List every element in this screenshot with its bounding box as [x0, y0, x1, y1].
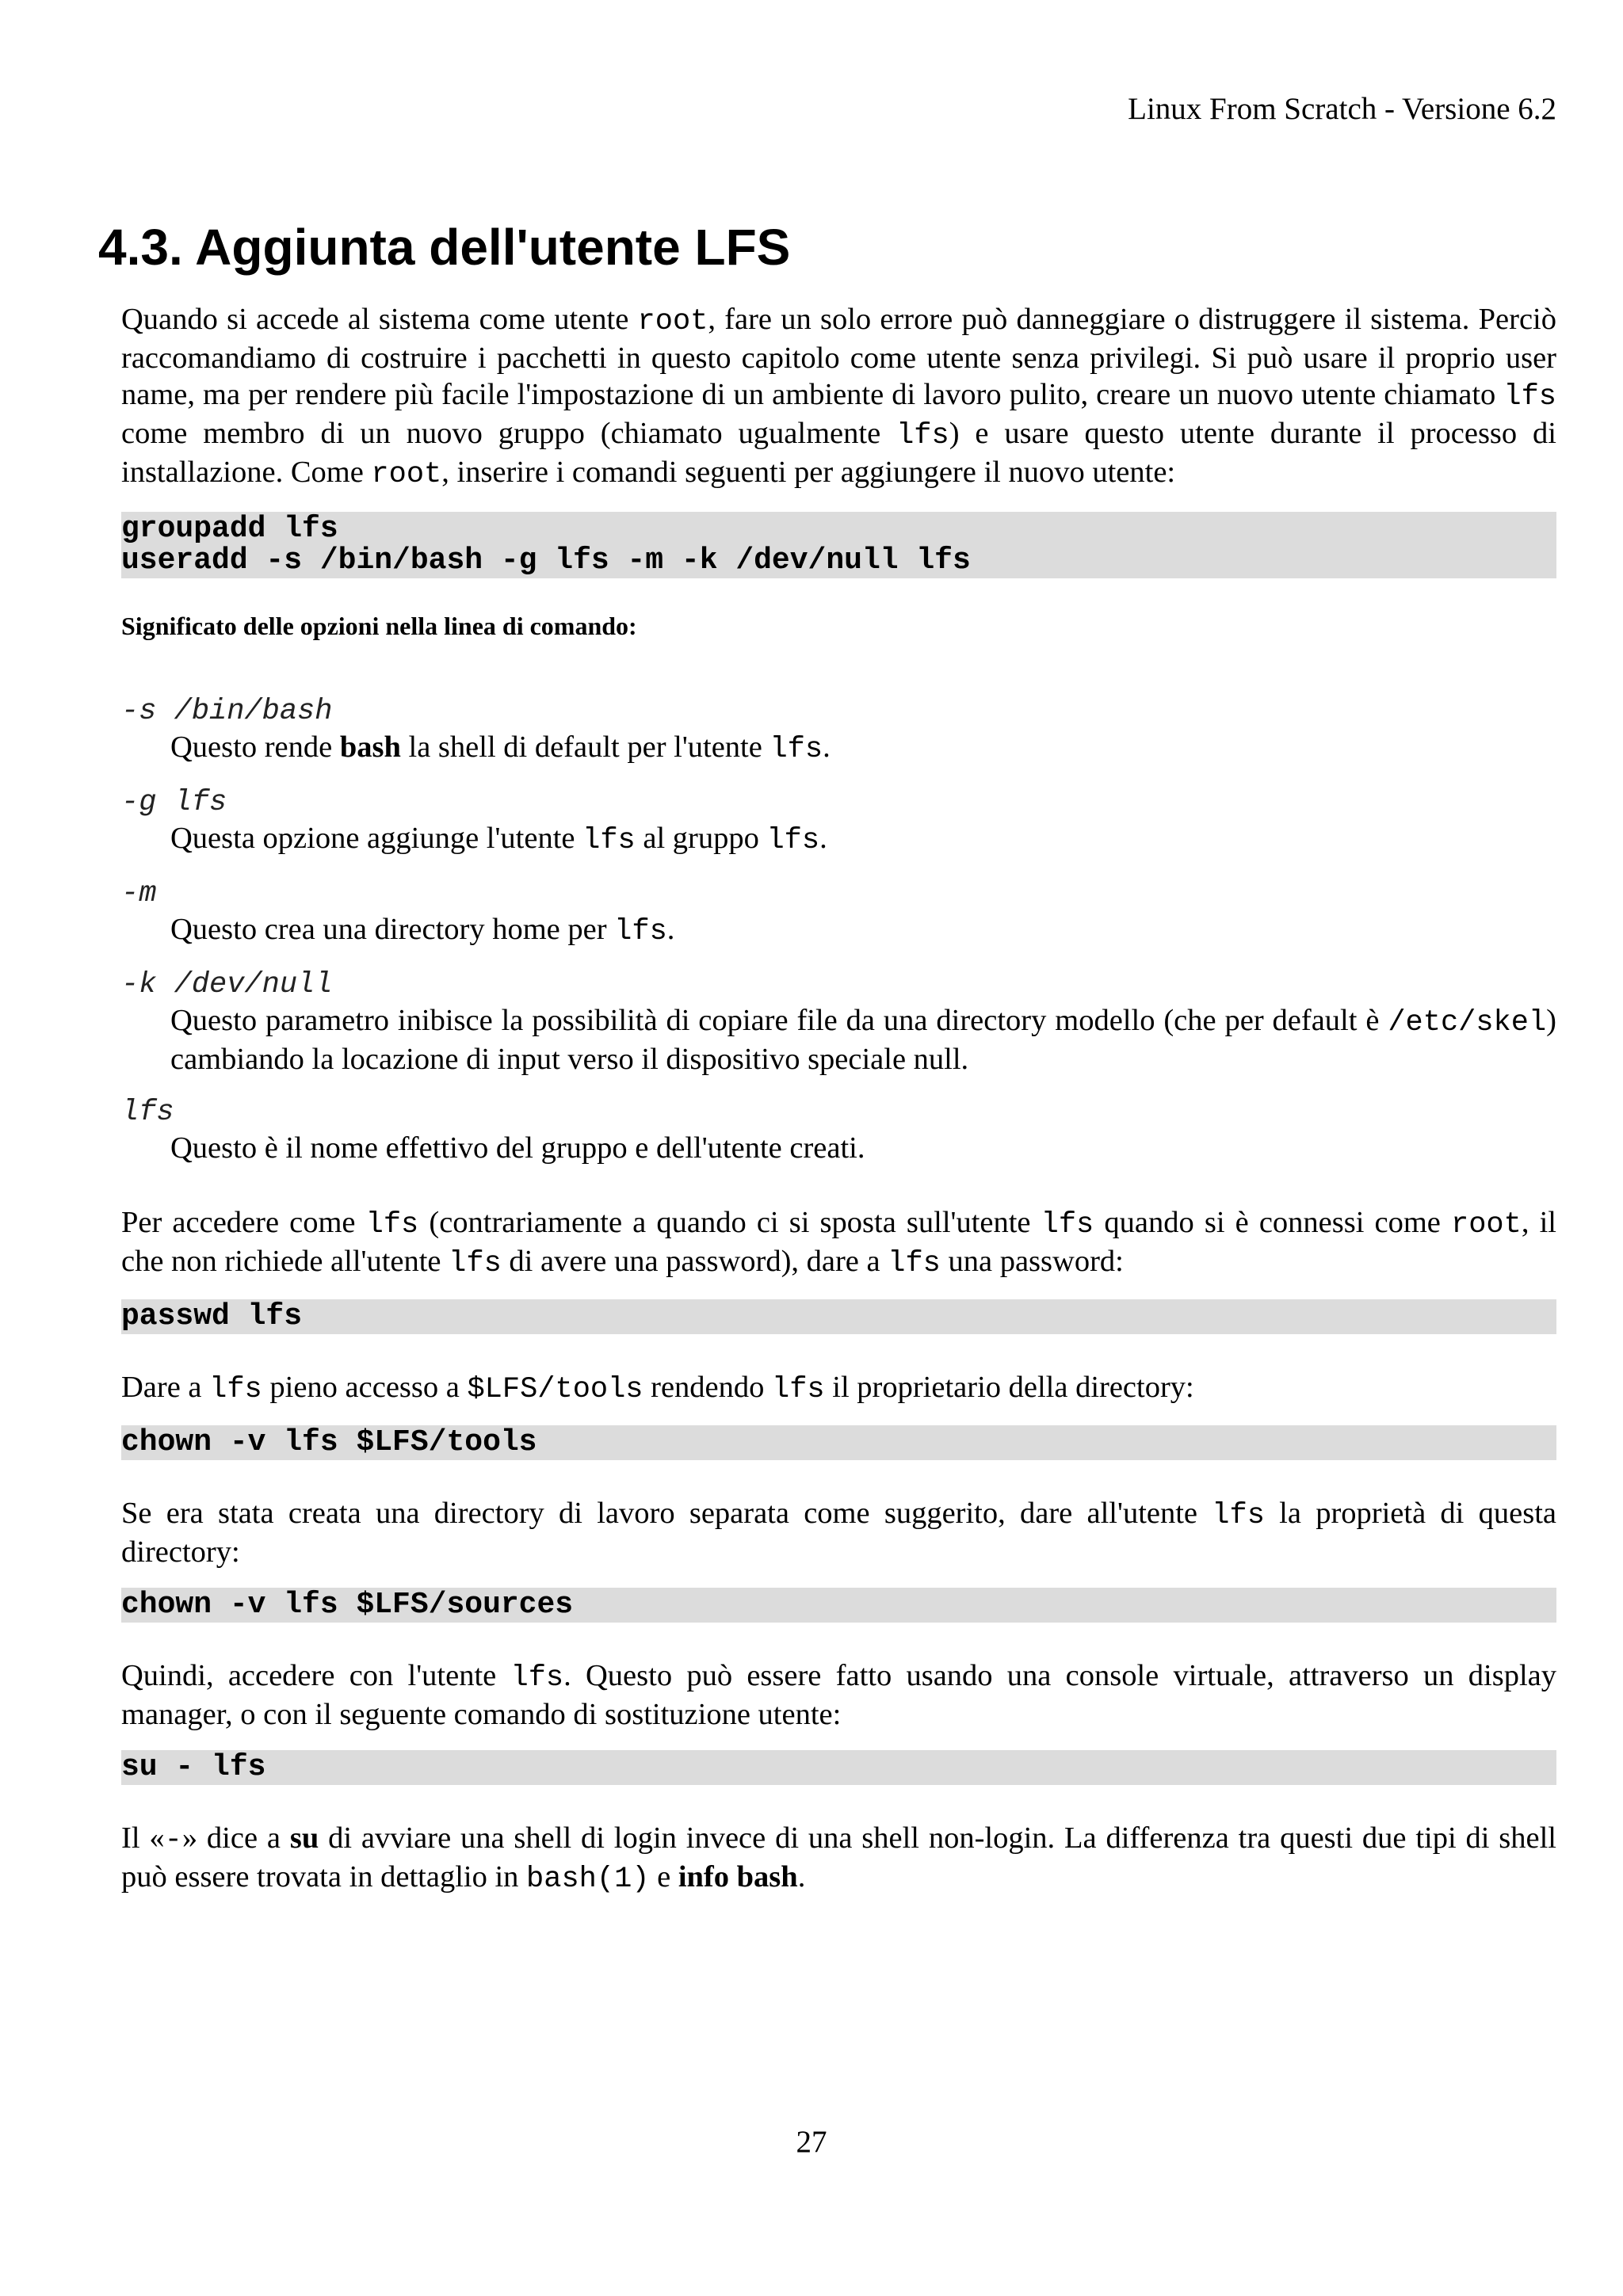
inline-code: root [1451, 1208, 1522, 1241]
command-block-passwd[interactable]: passwd lfs [121, 1299, 1556, 1334]
text: una password: [940, 1245, 1124, 1278]
text: . [666, 913, 675, 946]
text: rendendo [643, 1371, 773, 1404]
page-number: 27 [796, 2125, 827, 2159]
sources-paragraph [121, 1495, 1556, 1570]
inline-code: root [371, 458, 442, 491]
passwd-paragraph [121, 1204, 1556, 1282]
inline-code: lfs [896, 419, 949, 452]
text: quando si è connessi come [1094, 1206, 1452, 1239]
section-title: 4.3. Aggiunta dell'utente LFS [98, 219, 791, 276]
command-block-useradd[interactable] [121, 512, 1556, 578]
text: . [819, 822, 827, 855]
bold-command: bash [339, 730, 401, 764]
inline-code: lfs [769, 733, 823, 766]
text: Per accedere come [121, 1206, 366, 1239]
inline-code: lfs [614, 915, 667, 948]
inline-code: lfs [1212, 1499, 1265, 1532]
option-description [170, 911, 1556, 950]
inline-code: lfs [209, 1373, 262, 1406]
text: Questo rende [170, 730, 340, 764]
text: Quindi, accedere con l'utente [121, 1659, 511, 1692]
bold-command: su [289, 1821, 319, 1855]
text: Il « [121, 1821, 165, 1855]
text: , fare un solo errore può danneggiare o distruggere il sistema. Perciò raccomandiamo di costruire i pacchetti in questo capitolo come utente senza privilegi. Si può usare il proprio user name, ma per rendere più facile l'impostazione di un ambiente di lavoro pulito, creare un nuovo utente chiamato [121, 303, 1556, 411]
text: e [649, 1860, 678, 1894]
options-list [121, 694, 1556, 1166]
final-paragraph [121, 1820, 1556, 1897]
inline-code: lfs [772, 1373, 825, 1406]
command-block-chown-tools[interactable]: chown -v lfs $LFS/tools [121, 1425, 1556, 1460]
text: di avere una password), dare a [501, 1245, 888, 1278]
tools-paragraph [121, 1369, 1556, 1408]
text: Questo parametro inibisce la possibilità di copiare file da una directory modello (che per default è [170, 1004, 1388, 1037]
option-description [170, 1002, 1556, 1077]
text: . [823, 730, 831, 764]
running-header: Linux From Scratch - Versione 6.2 [1128, 92, 1556, 126]
intro-paragraph [121, 301, 1556, 493]
text: Questa opzione aggiunge l'utente [170, 822, 583, 855]
options-title: Significato delle opzioni nella linea di comando: [121, 612, 637, 640]
command-block-su[interactable]: su - lfs [121, 1750, 1556, 1785]
text: . [797, 1860, 806, 1894]
text: ) cambiando la locazione di input verso il dispositivo speciale null. [170, 1004, 1556, 1076]
text: » dice a [181, 1821, 290, 1855]
option-description [170, 1130, 1556, 1166]
inline-code: lfs [449, 1247, 502, 1280]
page-content [121, 301, 1556, 1897]
inline-code: lfs [888, 1247, 941, 1280]
inline-code: lfs [365, 1208, 419, 1241]
command-block-chown-sources[interactable]: chown -v lfs $LFS/sources [121, 1588, 1556, 1623]
inline-code: root [637, 305, 708, 338]
text: ) e usare questo utente durante il processo di installazione. Come [121, 417, 1556, 489]
login-paragraph [121, 1657, 1556, 1733]
inline-code: lfs [1503, 380, 1556, 414]
inline-code: /etc/skel [1388, 1006, 1547, 1039]
text: Questo è il nome effettivo del gruppo e dell'utente creati. [170, 1131, 865, 1165]
text: come membro di un nuovo gruppo (chiamato ugualmente [121, 417, 897, 450]
inline-code: - [164, 1824, 182, 1857]
bold-command: info bash [678, 1860, 798, 1894]
option-term: -g lfs [121, 786, 227, 819]
text: Dare a [121, 1371, 210, 1404]
option-term: -m [121, 877, 157, 910]
text: di avviare una shell di login invece di una shell non-login. La differenza tra questi due tipi di shell può essere trovata in dettaglio in [121, 1821, 1557, 1894]
inline-code: lfs [582, 824, 636, 857]
command-line: useradd -s /bin/bash -g lfs -m -k /dev/null lfs [121, 543, 971, 578]
text: al gruppo [635, 822, 767, 855]
inline-code: bash(1) [526, 1863, 650, 1896]
inline-code: lfs [510, 1661, 564, 1695]
inline-code: $LFS/tools [467, 1373, 643, 1406]
option-term: -k /dev/null [121, 968, 333, 1001]
option-term: lfs [121, 1096, 174, 1129]
option-description [170, 729, 1556, 768]
text: la proprietà di questa directory: [121, 1497, 1556, 1569]
text: il proprietario della directory: [824, 1371, 1194, 1404]
text: Questo crea una directory home per [170, 913, 615, 946]
text: la shell di default per l'utente [400, 730, 770, 764]
text: . Questo può essere fatto usando una console virtuale, attraverso un display manager, o con il seguente comando di sostituzione utente: [121, 1659, 1556, 1731]
text: (contrariamente a quando ci si sposta sull'utente [418, 1206, 1041, 1239]
text: Quando si accede al sistema come utente [121, 303, 638, 336]
option-term: -s /bin/bash [121, 695, 333, 728]
text: , inserire i comandi seguenti per aggiungere il nuovo utente: [441, 456, 1176, 489]
text: pieno accesso a [262, 1371, 468, 1404]
option-description [170, 820, 1556, 859]
text: Se era stata creata una directory di lavoro separata come suggerito, dare all'utente [121, 1497, 1212, 1530]
command-line: groupadd lfs [121, 512, 338, 546]
inline-code: lfs [766, 824, 820, 857]
inline-code: lfs [1041, 1208, 1094, 1241]
text: , il che non richiede all'utente [121, 1206, 1556, 1278]
